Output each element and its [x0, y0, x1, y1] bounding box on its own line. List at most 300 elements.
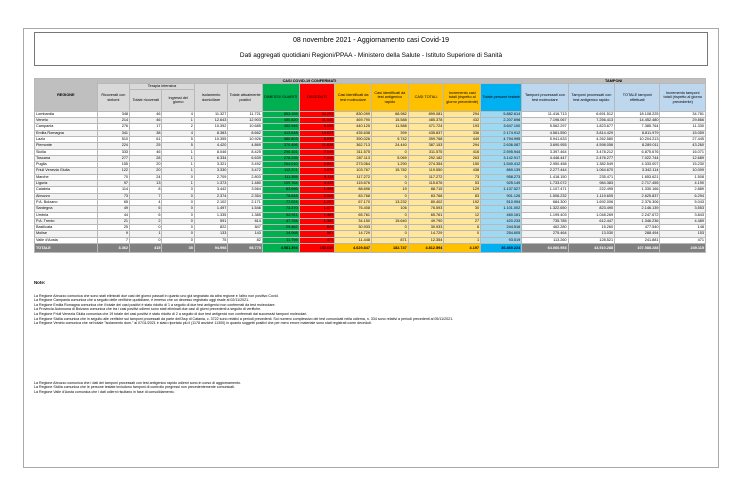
value-cell: 1.199.403 [522, 212, 568, 218]
value-cell: 20 [130, 162, 162, 168]
value-cell: 1.107.471 [522, 187, 568, 193]
total-value-cell: 107.588.288 [615, 244, 660, 253]
value-cell: 7.196.067 [522, 118, 568, 124]
value-cell: 8 [130, 187, 162, 193]
total-value-cell: 64.060.953 [522, 244, 568, 253]
total-value-cell: 4.629.847 [335, 244, 372, 253]
value-cell: 1 [130, 231, 162, 237]
value-cell: 0 [162, 225, 194, 231]
region-name-cell: Liguria [35, 181, 98, 187]
value-cell: 11.330 [660, 124, 706, 130]
value-cell: 1.455 [299, 187, 335, 193]
value-cell: 4.262.580 [568, 137, 614, 143]
value-cell: 2 [130, 218, 162, 224]
value-cell: 62.911 [262, 212, 299, 218]
value-cell: 155 [97, 162, 129, 168]
value-cell: 93.519 [481, 237, 522, 243]
value-cell: 20 [130, 168, 162, 174]
total-value-cell: 3.362 [97, 244, 129, 253]
value-cell: 129 [444, 187, 481, 193]
value-cell: 288.494 [615, 231, 660, 237]
value-cell: 4.561.550 [522, 130, 568, 136]
value-cell: 9 [97, 231, 129, 237]
value-cell: 2.171 [228, 199, 263, 205]
value-cell: 1.064.670 [568, 168, 614, 174]
value-cell: 460.161 [481, 212, 522, 218]
value-cell: 27.445 [660, 137, 706, 143]
report-title: 08 novembre 2021 - Aggiornamento casi Covid-19 [292, 37, 450, 44]
total-value-cell: 35 [162, 244, 194, 253]
note-line: La Regione Campania comunica che a seguito delle verifiche quotidiane, è emerso che un decesso registrato oggi risale al 02/11/2021. [34, 298, 250, 303]
value-cell: 348 [97, 111, 129, 117]
value-cell: 276 [97, 124, 129, 130]
value-cell: 67.170 [335, 199, 372, 205]
value-cell: 34.150 [335, 218, 372, 224]
value-cell: 684.300 [522, 199, 568, 205]
value-cell: 122 [97, 168, 129, 174]
note-line: La Provincia Autonoma di Bolzano comunica che tra i casi positivi odierni sono stati eliminati due casi di giorni precedenti a seguito di verifiche. [34, 307, 262, 312]
value-cell: 143 [228, 231, 263, 237]
value-cell: 278.235 [262, 155, 299, 161]
value-cell: 440.125 [335, 124, 372, 130]
value-cell: 3.814.429 [568, 130, 614, 136]
value-cell: 73.370 [262, 206, 299, 212]
value-cell: 11.799 [262, 237, 299, 243]
region-name-cell: Sardegna [35, 206, 98, 212]
value-cell: 1.373 [194, 181, 227, 187]
header-tamponi-molecolare: Tamponi processati con test molecolare [522, 84, 568, 111]
value-cell: 435.837 [408, 130, 444, 136]
value-cell: 6 [130, 206, 162, 212]
value-cell: 612.447 [568, 218, 614, 224]
value-cell: 24.440 [371, 143, 408, 149]
value-cell: 341 [97, 130, 129, 136]
value-cell: 4 [162, 130, 194, 136]
value-cell: 471.724 [408, 124, 444, 130]
value-cell: 5.882.614 [481, 111, 522, 117]
value-cell: 49 [97, 206, 129, 212]
value-cell: 83.696 [262, 187, 299, 193]
value-cell: 128.521 [568, 237, 614, 243]
value-cell: 469.790 [335, 118, 372, 124]
value-cell: 34.203 [299, 111, 335, 117]
value-cell: 114 [97, 187, 129, 193]
value-cell: 0 [162, 237, 194, 243]
value-cell: 15.782 [371, 168, 408, 174]
value-cell: 0 [162, 218, 194, 224]
value-cell: 6 [444, 225, 481, 231]
value-cell: 1.508 [660, 174, 706, 180]
value-cell: 6.334 [194, 155, 227, 161]
value-cell: 6.691.512 [568, 111, 614, 117]
header-persone-testate: Totale persone testate [481, 84, 522, 111]
value-cell: 76.408 [335, 206, 372, 212]
total-value-cell: 43.510.288 [568, 244, 614, 253]
header-totale-tamponi: TOTALE tamponi effettuati [615, 84, 660, 111]
value-cell: 235.471 [568, 174, 614, 180]
value-cell: 16.071 [660, 149, 706, 155]
value-cell: 958.273 [481, 174, 522, 180]
total-value-cell: 249.115 [660, 244, 706, 253]
value-cell: 12.354 [408, 237, 444, 243]
value-cell: 823.490 [568, 206, 614, 212]
header-ricoverati: Ricoverati con sintomi [97, 84, 129, 111]
value-cell: 12.903 [228, 118, 263, 124]
value-cell: 0 [130, 225, 162, 231]
region-name-cell: Abruzzo [35, 193, 98, 199]
region-name-cell: Campania [35, 124, 98, 130]
value-cell: 1 [162, 155, 194, 161]
value-cell: 150 [444, 162, 481, 168]
value-cell: 3.321 [194, 162, 227, 168]
value-cell: 4.446.447 [522, 155, 568, 161]
value-cell: 2.625.837 [615, 193, 660, 199]
value-cell: 5.562.297 [522, 124, 568, 130]
header-group-tamponi: TAMPONI [522, 79, 706, 84]
value-cell: 614 [228, 218, 263, 224]
value-cell: 438 [444, 168, 481, 174]
value-cell: 193 [444, 124, 481, 130]
total-value-cell: 4.197 [444, 244, 481, 253]
value-cell: 399 [371, 130, 408, 136]
note-line: La Regione Emilia Romagna comunica che il totale dei casi positivi è stato ridotto di 1 a seguito di due test antigenici non confermati da test molecolare. [34, 302, 276, 307]
value-cell: 273.064 [335, 162, 372, 168]
value-cell: 7.049 [299, 149, 335, 155]
header-casi-totali: CASI TOTALI [408, 84, 444, 111]
value-cell: 899.081 [408, 111, 444, 117]
notes-list [34, 294, 706, 326]
value-cell: 2.717.455 [615, 181, 660, 187]
value-cell: 8.289.011 [615, 143, 660, 149]
region-name-cell: Puglia [35, 162, 98, 168]
value-cell: 15.230 [660, 162, 706, 168]
value-cell: 2.146.139 [615, 206, 660, 212]
value-cell: 3.442 [194, 187, 227, 193]
value-cell: 11.327 [194, 111, 227, 117]
total-value-cell: 4.581.394 [262, 244, 299, 253]
value-cell: 3.492 [228, 162, 263, 168]
value-cell: 103.767 [335, 168, 372, 174]
note-footer-line: La Regione Valle d'Aosta comunica che i dati odierni risultano in fase di consolidamento. [34, 389, 175, 394]
value-cell: 2.374 [194, 193, 227, 199]
value-cell: 11.840 [299, 118, 335, 124]
value-cell: 822 [194, 225, 227, 231]
value-cell: 6.639 [228, 155, 263, 161]
value-cell: 2.277.444 [522, 168, 568, 174]
value-cell: 362.713 [335, 143, 372, 149]
value-cell: 8.046 [194, 149, 227, 155]
value-cell: 4.869 [228, 143, 263, 149]
value-cell: 30.933 [408, 225, 444, 231]
value-cell: 9.742 [371, 137, 408, 143]
value-cell: 1.385 [228, 212, 263, 218]
value-cell: 192 [444, 199, 481, 205]
value-cell: 65.761 [408, 212, 444, 218]
value-cell: 735.785 [522, 218, 568, 224]
value-cell: 2.207.698 [481, 118, 522, 124]
value-cell: 901.126 [481, 193, 522, 199]
value-cell: 117.272 [335, 174, 372, 180]
value-cell: 112.201 [262, 168, 299, 174]
value-cell: 113.260 [522, 237, 568, 243]
value-cell: 4.333.007 [615, 162, 660, 168]
note-line: La Regione Friuli Venezia Giulia comunica che 19 totale dei casi positivi è stato ridotto di 2 a seguito di due test antigenici non confermati dal successivi tamponi molecolari. [34, 311, 308, 316]
value-cell: 336 [444, 130, 481, 136]
value-cell: 1.101.002 [481, 206, 522, 212]
value-cell: 474 [299, 237, 335, 243]
value-cell: 111.355 [262, 174, 299, 180]
value-cell: 2.709 [194, 174, 227, 180]
region-name-cell: Valle d'Aosta [35, 237, 98, 243]
value-cell: 452.946 [262, 124, 299, 130]
value-cell: 510 [97, 137, 129, 143]
table-body [35, 111, 706, 252]
region-name-cell: Sicilia [35, 149, 98, 155]
value-cell: 115.676 [335, 181, 372, 187]
value-cell: 0 [371, 193, 408, 199]
header-incremento-casi: Incremento casi totali (rispetto al giorno precedente) [444, 84, 481, 111]
value-cell: 1.469 [299, 212, 335, 218]
value-cell: 2.476.277 [568, 155, 614, 161]
value-cell: 68.982 [371, 111, 408, 117]
region-name-cell: Piemonte [35, 143, 98, 149]
value-cell: 12 [444, 212, 481, 218]
value-cell: 4.420 [194, 143, 227, 149]
value-cell: 12.643 [194, 118, 227, 124]
value-cell: 73 [444, 174, 481, 180]
value-cell: 0 [371, 181, 408, 187]
value-cell: 1.506.232 [522, 193, 568, 199]
value-cell: 6 [130, 212, 162, 218]
value-cell: 624 [299, 225, 335, 231]
value-cell: 1.048.269 [568, 212, 614, 218]
value-cell: 1.823.677 [568, 124, 614, 130]
value-cell: 13.627 [299, 130, 335, 136]
value-cell: 27 [444, 218, 481, 224]
value-cell: 11.416.713 [522, 111, 568, 117]
header-casi-antigenico: Casi identificati da test antigenico rapido [371, 84, 408, 111]
value-cell: 7.385.764 [615, 124, 660, 130]
value-cell: 3.876 [299, 168, 335, 174]
value-cell: 88.715 [408, 187, 444, 193]
value-cell: 264.010 [262, 162, 299, 168]
value-cell: 871 [371, 237, 408, 243]
value-cell: 1 [444, 237, 481, 243]
value-cell: 18.108.225 [615, 111, 660, 117]
value-cell: 1.546 [228, 206, 263, 212]
value-cell: 311.575 [335, 149, 372, 155]
value-cell: 97 [97, 181, 129, 187]
value-cell: 471 [660, 237, 706, 243]
value-cell: 214 [97, 118, 129, 124]
value-cell: 2.376.306 [615, 199, 660, 205]
region-name-cell: Lazio [35, 137, 98, 143]
value-cell: 4.489 [660, 218, 706, 224]
value-cell: 15.059 [660, 130, 706, 136]
notes-heading: Note: [34, 280, 46, 285]
value-cell: 88.696 [335, 187, 372, 193]
value-cell: 11.448 [335, 237, 372, 243]
value-cell: 449 [444, 137, 481, 143]
value-cell: 5.941.633 [522, 137, 568, 143]
value-cell: 133 [194, 231, 227, 237]
value-cell: 287.113 [335, 155, 372, 161]
total-value-cell: 415 [130, 244, 162, 253]
total-value-cell: 132.619 [299, 244, 335, 253]
region-name-cell: Basilicata [35, 225, 98, 231]
region-name-cell: Calabria [35, 187, 98, 193]
value-cell: 390.026 [335, 137, 372, 143]
value-cell: 82 [228, 237, 263, 243]
value-cell: 3.564 [228, 187, 263, 193]
value-cell: 3.472 [228, 168, 263, 174]
total-row [35, 244, 706, 253]
total-value-cell: 94.998 [194, 244, 227, 253]
value-cell: 0 [162, 187, 194, 193]
value-cell: 119.550 [408, 168, 444, 174]
value-cell: 830.099 [335, 111, 372, 117]
value-cell: 10.204.213 [615, 137, 660, 143]
region-name-cell: Emilia Romagna [35, 130, 98, 136]
region-name-cell: Lombardia [35, 111, 98, 117]
value-cell: 11.721 [228, 111, 263, 117]
value-cell: 0 [162, 193, 194, 199]
region-name-cell: Friuli Venezia Giulia [35, 168, 98, 174]
value-cell: 4.190 [660, 181, 706, 187]
value-cell: 3.647.100 [481, 124, 522, 130]
value-cell: 7 [97, 237, 129, 243]
value-cell: 10.392 [194, 124, 227, 130]
value-cell: 8.093 [299, 124, 335, 130]
value-cell: 2 [162, 124, 194, 130]
value-cell: 83.768 [408, 193, 444, 199]
header-terapia-intensiva: Terapia intensiva [130, 84, 195, 89]
value-cell: 75 [194, 237, 227, 243]
value-cell: 4 [162, 111, 194, 117]
header-dimessi: DIMESSI/ GUARITI [262, 84, 299, 111]
value-cell: 77.024 [262, 199, 299, 205]
value-cell: 65.761 [335, 212, 372, 218]
value-cell: 275.464 [522, 231, 568, 237]
value-cell: 847 [228, 225, 263, 231]
value-cell: 1.653.621 [615, 174, 660, 180]
value-cell: 25 [97, 225, 129, 231]
value-cell: 13 [130, 181, 162, 187]
value-cell: 15.260 [568, 225, 614, 231]
value-cell: 222.495 [568, 187, 614, 193]
value-cell: 5.069 [371, 155, 408, 161]
total-value-cell: 36.469.224 [481, 244, 522, 253]
value-cell: 38 [130, 130, 162, 136]
value-cell: 274.354 [408, 162, 444, 168]
value-cell: 869.139 [481, 168, 522, 174]
value-cell: 43.260 [660, 143, 706, 149]
region-name-cell: Umbria [35, 212, 98, 218]
value-cell: 2.803 [228, 174, 263, 180]
notes-section [34, 281, 706, 395]
value-cell: 0 [371, 174, 408, 180]
value-cell: 46 [130, 149, 162, 155]
value-cell: 46 [130, 111, 162, 117]
value-cell: 2.247.672 [615, 212, 660, 218]
value-cell: 1 [162, 181, 194, 187]
total-label: TOTALE [35, 244, 98, 253]
value-cell: 25 [130, 143, 162, 149]
value-cell: 1.418.150 [522, 174, 568, 180]
note-line: La Regione Sicilia comunica che in seguito alle verifiche sui tamponi processati da parte dell'Asp di Catania, c. 3722 sono relativi a periodi precedenti. Sui numero complessivo dei test comunicati nella odierna, n. 334 sono relativi a periodi precedenti al 05/11/2021. [34, 316, 454, 321]
value-cell: 0 [130, 237, 162, 243]
value-cell: 2.595.944 [481, 149, 522, 155]
value-cell: 73 [97, 193, 129, 199]
value-cell: 8.425 [228, 149, 263, 155]
value-cell: 0 [371, 149, 408, 155]
value-cell: 1 [162, 168, 194, 174]
value-cell: 2.950.458 [522, 162, 568, 168]
value-cell: 117.272 [408, 174, 444, 180]
value-cell: 78.848 [262, 193, 299, 199]
value-cell: 925.149 [481, 181, 522, 187]
covid-data-table [34, 78, 706, 253]
value-cell: 480.820 [262, 118, 299, 124]
value-cell: 6.875.676 [615, 149, 660, 155]
value-cell: 3.553 [660, 206, 706, 212]
value-cell: 28 [130, 155, 162, 161]
value-cell: 53 [444, 181, 481, 187]
value-cell: 3.330 [194, 168, 227, 174]
value-cell: 432 [444, 118, 481, 124]
value-cell: 254.605 [481, 231, 522, 237]
value-cell: 34.781 [660, 111, 706, 117]
value-cell: 420.233 [481, 218, 522, 224]
region-name-cell: Toscana [35, 155, 98, 161]
header-totale-ricoverati: Totale ricoverati [130, 89, 162, 111]
value-cell: 1 [162, 149, 194, 155]
value-cell: 1.290 [371, 162, 408, 168]
value-cell: 3.342.114 [615, 168, 660, 174]
value-cell: 0 [162, 206, 194, 212]
value-cell: 7.256.413 [568, 118, 614, 124]
region-name-cell: Veneto [35, 118, 98, 124]
value-cell: 7 [130, 193, 162, 199]
value-cell: 10.009 [660, 168, 706, 174]
value-cell: 311.575 [408, 149, 444, 155]
value-cell: 984.383 [568, 181, 614, 187]
value-cell: 14.452.480 [615, 118, 660, 124]
value-cell: 7.022.744 [615, 155, 660, 161]
value-cell: 4.794.995 [481, 137, 522, 143]
header-deceduti: DECEDUTI [299, 84, 335, 111]
value-cell: 29.462 [262, 225, 299, 231]
value-cell: 1.137.527 [481, 187, 522, 193]
value-cell: 591 [194, 218, 227, 224]
header-region: REGIONE [35, 79, 98, 112]
total-value-cell: 98.775 [228, 244, 263, 253]
value-cell: 61 [130, 137, 162, 143]
value-cell: 296.101 [262, 149, 299, 155]
value-cell: 30.933 [335, 225, 372, 231]
value-cell: 10.685 [228, 124, 263, 130]
value-cell: 380.803 [262, 137, 299, 143]
value-cell: 4.432 [299, 181, 335, 187]
value-cell: 0 [444, 231, 481, 237]
value-cell: 2.354 [228, 193, 263, 199]
value-cell: 3.843 [660, 212, 706, 218]
report-header [34, 32, 708, 66]
value-cell: 3.114 [299, 174, 335, 180]
value-cell: 3.690.955 [522, 143, 568, 149]
value-cell: 1.677 [299, 206, 335, 212]
note-line: La Regione Veneto comunica che nel totale "isolamento dom." al 07/11/2021 è stato riportato più il (1178 anziché 11300) in quanto soggetti positivi che per mero errore materiale sono stati registrati come deceduti. [34, 321, 372, 326]
